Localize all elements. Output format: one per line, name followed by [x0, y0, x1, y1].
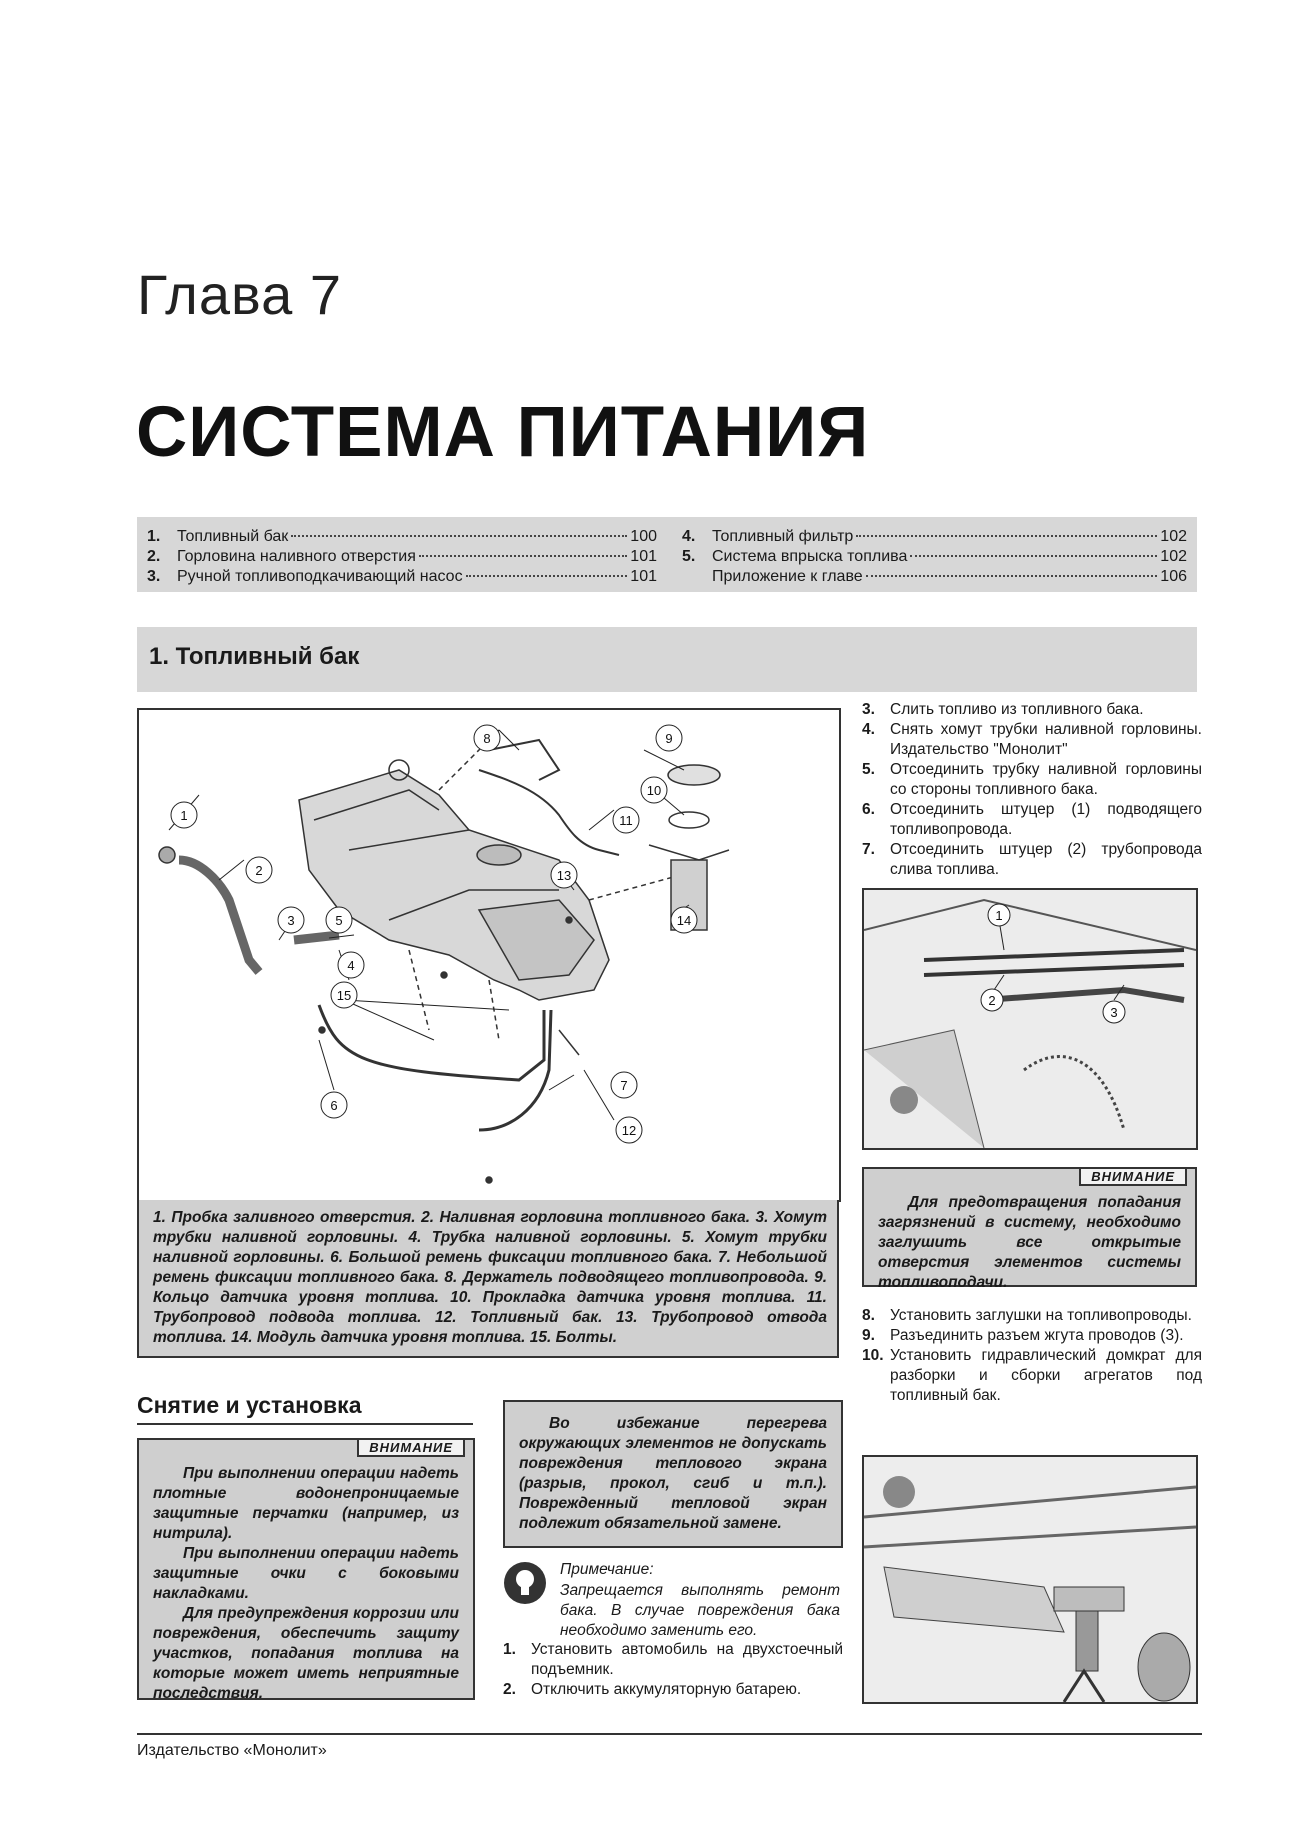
toc-entry[interactable]: 2. Горловина наливного отверстия 101 — [147, 548, 657, 565]
warning-tag: ВНИМАНИЕ — [357, 1438, 465, 1457]
warning-text: При выполнении операции надеть плотные водонепроницаемые защитные перчатки (например, из нитрила). При выполнении операции надеть защитные очки с боковыми накладками. Для предупреждения коррозии или повреждения, обеспечить защиту участков, попадания топлива на которые может иметь неприятные последствия. — [153, 1465, 459, 1702]
footer-rule — [137, 1733, 1202, 1735]
note-text: Запрещается выполнять ремонт бака. В случае повреждения бака необходимо заменить его. — [560, 1582, 840, 1639]
svg-text:6: 6 — [330, 1098, 338, 1113]
svg-text:3: 3 — [287, 913, 295, 928]
steps-top — [862, 700, 1202, 880]
svg-text:9: 9 — [665, 731, 673, 746]
chapter-label: Глава 7 — [137, 263, 342, 326]
diagram-caption — [137, 1200, 839, 1358]
callout-2 — [246, 857, 272, 883]
svg-text:7: 7 — [620, 1078, 628, 1093]
photo-drawing — [864, 890, 1196, 1148]
step-item: 10. Установить гидравлический домкрат для разборки и сборки агрегатов под топливный бак. — [862, 1347, 1202, 1404]
toc-column-left — [147, 527, 657, 587]
svg-text:13: 13 — [556, 868, 572, 883]
warning-tag: ВНИМАНИЕ — [1079, 1167, 1187, 1186]
svg-text:1: 1 — [180, 808, 188, 823]
toc-column-right — [682, 527, 1187, 587]
step-item: 9. Разъединить разъем жгута проводов (3). — [862, 1327, 1184, 1344]
callout-5 — [326, 907, 352, 933]
caption-text: 1. Пробка заливного отверстия. 2. Наливная горловина топливного бака. 3. Хомут трубки наливной горловины. 4. Трубка наливной горловины. 5. Хомут трубки наливной горловины. 6. Большой ремень фиксации топливного бака. 7. Небольшой ремень фиксации топливного бака. 8. Держатель подводящего топливопровода. 9. Кольцо датчика уровня топлива. 10. Прокладка датчика уровня топлива. 11. Трубопровод подвода топлива. 12. Топливный бак. 13. Трубопровод отвода топлива. 14. Модуль датчика уровня топлива. 15. Болты. — [153, 1209, 827, 1346]
photo-drawing — [864, 1457, 1196, 1702]
svg-text:10: 10 — [646, 783, 662, 798]
svg-text:3: 3 — [1110, 1005, 1118, 1020]
callout-9 — [656, 725, 682, 751]
svg-text:5: 5 — [335, 913, 343, 928]
callout-8 — [474, 725, 500, 751]
warning-text: Во избежание перегрева окружающих элементов не допускать повреждения теплового экрана (разрыв, прокол, сгиб и т.п.). Поврежденный тепловой экран подлежит обязательной замене. — [519, 1415, 827, 1532]
callout-10 — [641, 777, 667, 803]
step-item: 7. Отсоединить штуцер (2) трубопровода слива топлива. — [862, 841, 1202, 878]
subsection-title: Снятие и установка — [137, 1392, 362, 1418]
svg-text:4: 4 — [347, 958, 355, 973]
step-item: 1. Установить автомобиль на двухстоечный подъемник. — [503, 1641, 843, 1678]
callout-3 — [278, 907, 304, 933]
monolit-logo-icon — [883, 1476, 915, 1508]
svg-text:1: 1 — [995, 908, 1003, 923]
fuel-tank-diagram — [137, 708, 841, 1202]
steps-mid — [503, 1640, 843, 1700]
toc-entry[interactable]: 3. Ручной топливоподкачивающий насос 101 — [147, 568, 657, 585]
callout-13 — [551, 862, 577, 888]
steps-right — [862, 1306, 1202, 1406]
diagram-drawing — [139, 710, 839, 1200]
warning-box-right — [862, 1167, 1197, 1291]
photo-jack — [862, 1455, 1198, 1704]
step-item: 5. Отсоединить трубку наливной горловины со стороны топливного бака. — [862, 761, 1202, 798]
section-title: 1. Топливный бак — [149, 643, 360, 670]
step-item: 8. Установить заглушки на топливопроводы. — [862, 1307, 1192, 1324]
lightbulb-icon — [503, 1561, 547, 1605]
step-item: 3. Слить топливо из топливного бака. — [862, 701, 1144, 718]
table-of-contents — [137, 517, 1197, 592]
toc-entry[interactable]: 1. Топливный бак 100 — [147, 528, 657, 545]
callout-14 — [671, 907, 697, 933]
svg-text:8: 8 — [483, 731, 491, 746]
step-item: 4. Снять хомут трубки наливной горловины. Издательство "Монолит" — [862, 721, 1202, 758]
photo-fuel-lines — [862, 888, 1198, 1150]
svg-text:2: 2 — [255, 863, 263, 878]
toc-entry[interactable]: 4. Топливный фильтр 102 — [682, 528, 1187, 545]
callout-1 — [171, 802, 197, 828]
svg-text:12: 12 — [621, 1123, 637, 1138]
heat-shield-warning — [503, 1400, 843, 1548]
toc-entry[interactable]: Приложение к главе 106 — [712, 568, 1187, 585]
svg-text:15: 15 — [336, 988, 352, 1003]
callout-4 — [338, 952, 364, 978]
warning-text: Для предотвращения попадания загрязнений в систему, необходимо заглушить все открытые отверстия элементов системы топливоподачи. — [878, 1194, 1181, 1291]
step-item: 6. Отсоединить штуцер (1) подводящего топливопровода. — [862, 801, 1202, 838]
callout-12 — [616, 1117, 642, 1143]
step-item: 2. Отключить аккумуляторную батарею. — [503, 1681, 802, 1698]
svg-text:2: 2 — [988, 993, 996, 1008]
callout-7 — [611, 1072, 637, 1098]
svg-text:14: 14 — [676, 913, 692, 928]
section-header — [137, 627, 1197, 692]
callout-6 — [321, 1092, 347, 1118]
footer-publisher: Издательство «Монолит» — [137, 1742, 327, 1759]
note-label: Примечание: — [560, 1561, 654, 1578]
warning-box-left — [137, 1438, 475, 1700]
svg-text:11: 11 — [619, 813, 633, 828]
chapter-title: СИСТЕМА ПИТАНИЯ — [136, 393, 870, 472]
toc-entry[interactable]: 5. Система впрыска топлива 102 — [682, 548, 1187, 565]
callout-15 — [331, 982, 357, 1008]
callout-11 — [613, 807, 639, 833]
subsection-rule — [137, 1423, 473, 1425]
